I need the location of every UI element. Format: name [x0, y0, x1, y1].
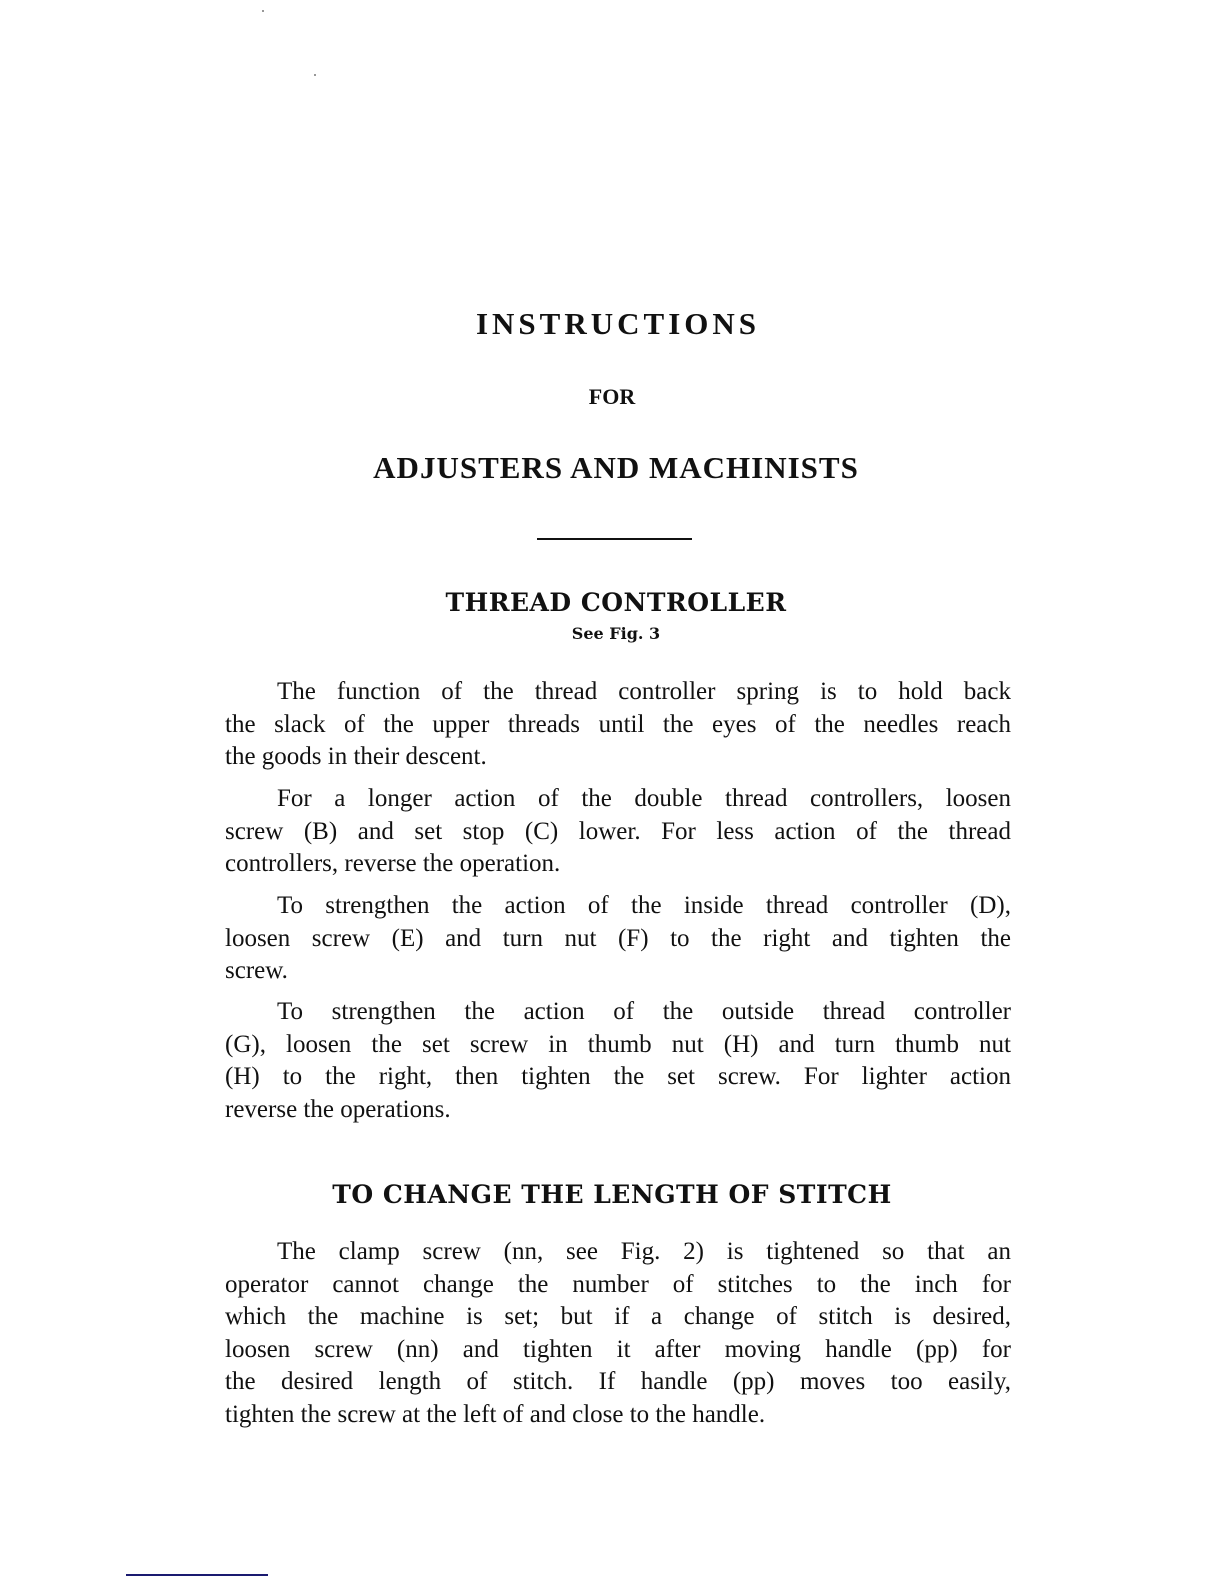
text-line: To strengthen the action of the outside thread controller — [277, 998, 1011, 1025]
paragraph — [225, 890, 1011, 988]
paragraph — [225, 783, 1011, 881]
text-line: The clamp screw (nn, see Fig. 2) is tightened so that an — [277, 1238, 1011, 1265]
title-connector: FOR — [588, 384, 636, 409]
text-line: For a longer action of the double thread controllers, loosen — [277, 785, 1011, 812]
section-heading-thread-controller: THREAD CONTROLLER — [445, 588, 787, 617]
speck — [262, 10, 264, 12]
text-line: (H) to the right, then tighten the set screw. For lighter action — [225, 1063, 1011, 1090]
text-line: which the machine is set; but if a change of stitch is desired, — [225, 1303, 1011, 1330]
text-line: (G), loosen the set screw in thumb nut (H) and turn thumb nut — [225, 1030, 1011, 1058]
paragraph — [225, 996, 1011, 1126]
text-line: screw. — [225, 957, 288, 984]
text-line: loosen screw (nn) and tighten it after moving handle (pp) for — [225, 1335, 1011, 1363]
paragraph — [225, 1236, 1011, 1431]
paragraph — [225, 676, 1011, 774]
speck — [314, 74, 316, 76]
text-line: the desired length of stitch. If handle (pp) moves too easily, — [225, 1368, 1011, 1395]
section-heading-stitch-length: TO CHANGE THE LENGTH OF STITCH — [332, 1180, 892, 1209]
text-line: the goods in their descent. — [225, 743, 487, 770]
text-line: The function of the thread controller spring is to hold back — [277, 678, 1011, 705]
text-line: loosen screw (E) and turn nut (F) to the right and tighten the — [225, 924, 1011, 952]
text-line: controllers, reverse the operation. — [225, 850, 561, 877]
footer-rule — [126, 1574, 268, 1576]
divider — [537, 538, 692, 540]
text-line: operator cannot change the number of stitches to the inch for — [225, 1270, 1011, 1298]
figure-reference: See Fig. 3 — [571, 624, 661, 643]
text-line: the slack of the upper threads until the eyes of the needles reach — [225, 710, 1011, 738]
page-subtitle: ADJUSTERS AND MACHINISTS — [373, 450, 859, 485]
text-line: screw (B) and set stop (C) lower. For less action of the thread — [225, 817, 1011, 845]
page-title: INSTRUCTIONS — [475, 306, 760, 341]
text-line: tighten the screw at the left of and close to the handle. — [225, 1400, 766, 1428]
text-line: reverse the operations. — [225, 1095, 451, 1123]
text-line: To strengthen the action of the inside thread controller (D), — [277, 892, 1011, 919]
